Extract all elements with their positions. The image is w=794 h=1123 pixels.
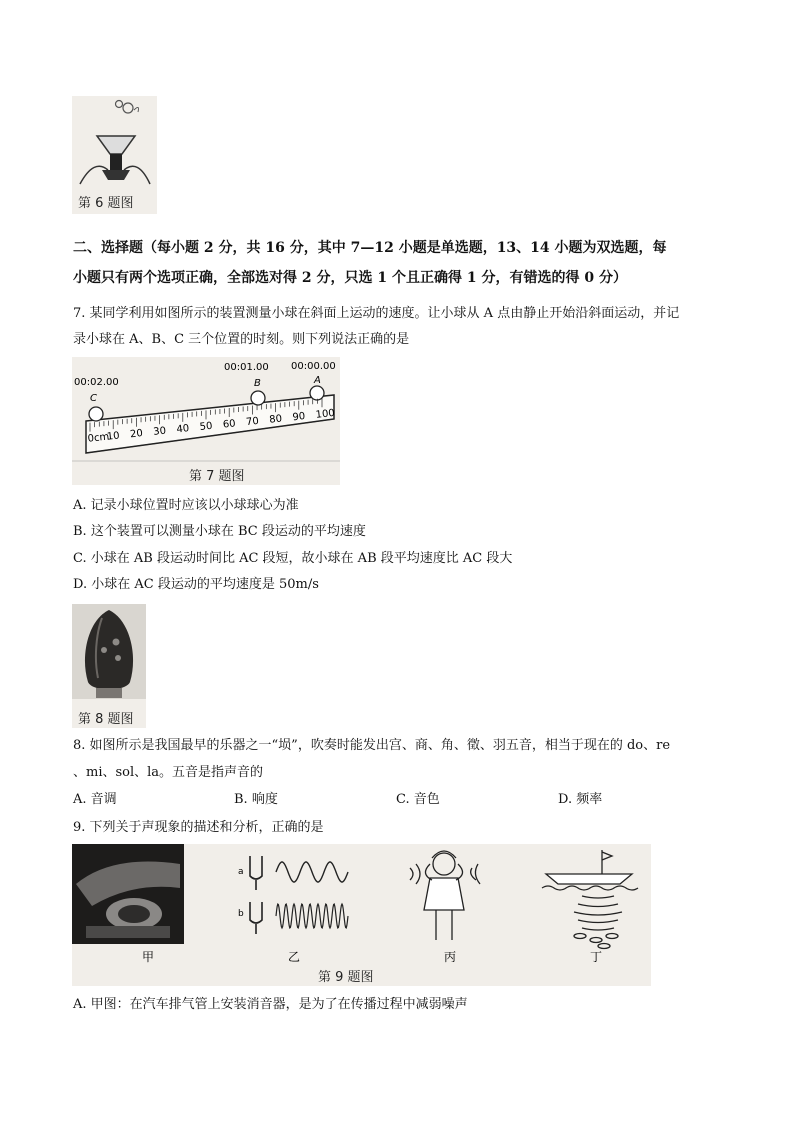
fork-b-label: b bbox=[238, 909, 244, 919]
tuning-fork-b bbox=[250, 902, 262, 923]
panel-jia-label: 甲 bbox=[142, 950, 155, 964]
ruler-tick-label: 40 bbox=[175, 423, 190, 436]
ruler-tick-label: 70 bbox=[245, 415, 260, 429]
figure-9-drawing bbox=[72, 844, 651, 986]
q7-option-c: C. 小球在 AB 段运动时间比 AC 段短，故小球在 AB 段平均速度比 AC 段大 bbox=[73, 551, 513, 566]
q8-option-d: D. 频率 bbox=[558, 792, 603, 807]
ruler-tick-label: 50 bbox=[199, 420, 214, 434]
q9-stem: 9. 下列关于声现象的描述和分析，正确的是 bbox=[73, 820, 324, 835]
ruler-tick-label: 80 bbox=[268, 413, 283, 426]
time-a: 00:00.00 bbox=[291, 361, 336, 372]
q7-option-b: B. 这个装置可以测量小球在 BC 段运动的平均速度 bbox=[73, 524, 366, 539]
q7-option-a: A. 记录小球位置时应该以小球球心为准 bbox=[73, 498, 299, 513]
figure-6 bbox=[72, 96, 157, 214]
label-b: B bbox=[254, 378, 261, 389]
q7-stem-line-1: 7. 某同学利用如图所示的装置测量小球在斜面上运动的速度。让小球从 A 点由静止开始沿斜面运动，并记 bbox=[73, 306, 680, 321]
waveform-b bbox=[276, 904, 348, 928]
q9-option-a: A. 甲图：在汽车排气管上安装消音器，是为了在传播过程中减弱噪声 bbox=[73, 997, 468, 1012]
ruler-tick-label: 90 bbox=[291, 411, 306, 424]
label-a: A bbox=[314, 375, 321, 386]
ball-b bbox=[251, 391, 265, 405]
q8-option-c: C. 音色 bbox=[396, 792, 440, 807]
panel-ding-label: 丁 bbox=[590, 950, 603, 964]
tuning-fork-a bbox=[250, 856, 262, 879]
ball-c bbox=[89, 407, 103, 421]
girl-figure bbox=[410, 851, 480, 940]
fork-a-label: a bbox=[238, 867, 244, 877]
waveform-a bbox=[276, 862, 348, 882]
label-c: C bbox=[90, 393, 97, 404]
figure-7 bbox=[72, 357, 340, 485]
time-c: 00:02.00 bbox=[74, 377, 119, 388]
time-b: 00:01.00 bbox=[224, 362, 269, 373]
ruler-tick-label: 100 bbox=[315, 407, 336, 421]
section-2-heading-line-1: 二、选择题（每小题 2 分，共 16 分，其中 7—12 小题是单选题，13、14 小题为双选题，每 bbox=[73, 240, 667, 256]
ruler-tick-label: 20 bbox=[129, 428, 144, 441]
figure-9 bbox=[72, 844, 651, 986]
ruler-tick-label: 10 bbox=[106, 430, 121, 443]
q7-option-d: D. 小球在 AC 段运动的平均速度是 50m/s bbox=[73, 577, 319, 592]
figure-9-caption: 第 9 题图 bbox=[318, 970, 374, 985]
q8-option-b: B. 响度 bbox=[234, 792, 278, 807]
ruler-tick-label: 30 bbox=[152, 425, 167, 438]
q8-option-a: A. 音调 bbox=[73, 792, 117, 807]
q7-stem-line-2: 录小球在 A、B、C 三个位置的时刻。则下列说法正确的是 bbox=[73, 332, 410, 347]
xun-hole bbox=[101, 647, 107, 653]
section-2-heading-line-2: 小题只有两个选项正确，全部选对得 2 分，只选 1 个且正确得 1 分，有错选的得 0 分） bbox=[73, 270, 627, 286]
q8-stem-line-1: 8. 如图所示是我国最早的乐器之一“埙”，吹奏时能发出宫、商、角、徵、羽五音，相当于现在的 do、re bbox=[73, 738, 671, 753]
figure-8-caption: 第 8 题图 bbox=[78, 712, 134, 727]
figure-7-caption: 第 7 题图 bbox=[189, 469, 245, 484]
xun-hole bbox=[115, 655, 121, 661]
xun-hole bbox=[113, 639, 120, 646]
figure-8 bbox=[72, 604, 146, 728]
panel-bing-label: 丙 bbox=[444, 950, 457, 964]
ruler-tick-label: 0cm bbox=[87, 431, 110, 445]
figure-6-caption: 第 6 题图 bbox=[78, 196, 134, 211]
ship-sonar-figure bbox=[542, 850, 638, 949]
ball-a bbox=[310, 386, 324, 400]
panel-yi-label: 乙 bbox=[288, 950, 301, 964]
q8-stem-line-2: 、mi、sol、la。五音是指声音的 bbox=[73, 765, 264, 780]
ruler-tick-label: 60 bbox=[222, 418, 237, 431]
